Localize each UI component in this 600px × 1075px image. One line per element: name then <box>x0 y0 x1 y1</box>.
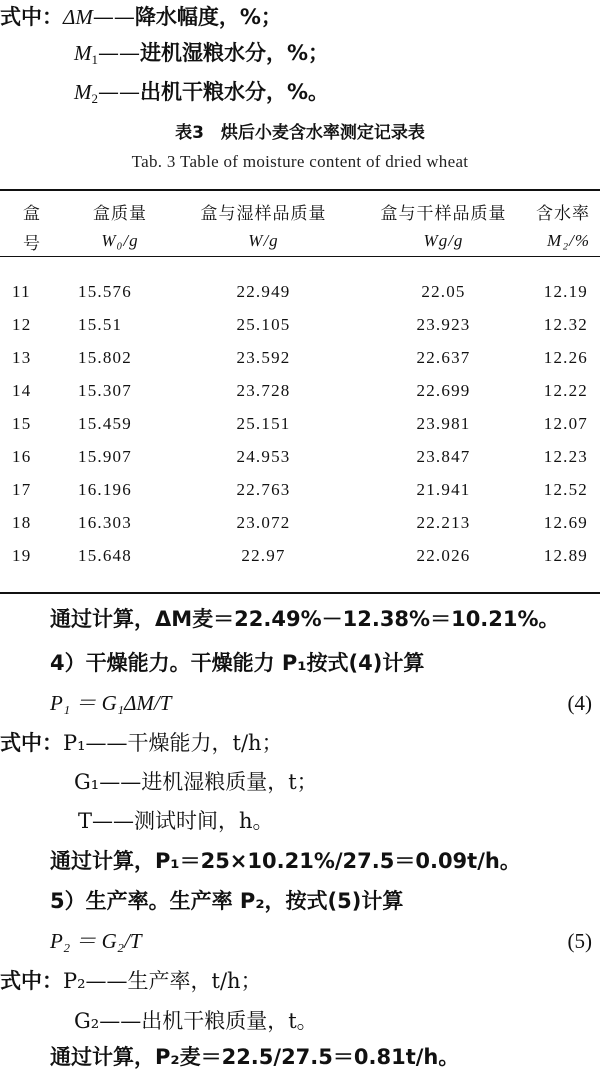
header-w-unit: W/g <box>248 231 279 250</box>
cell-wet-mass: 22.97 <box>241 545 286 565</box>
sec5-def1-line <box>0 966 262 996</box>
table-row <box>0 308 600 341</box>
table-row <box>0 539 600 572</box>
sec5-eqno: (5) <box>567 929 592 953</box>
table-row <box>0 275 600 308</box>
dm-symbol: ΔM <box>63 5 93 29</box>
sec4-formula: P₁ ＝ G₁ΔM/T <box>50 691 172 715</box>
sec4-lead: 式中： <box>0 731 63 755</box>
m2-sub: 2 <box>91 91 98 106</box>
sec4-calc: 通过计算，P₁＝25×10.21%/27.5＝0.09t/h。 <box>50 849 521 873</box>
def-m2-line <box>74 77 329 114</box>
cell-moisture: 12.26 <box>543 347 588 367</box>
dash: —— <box>98 80 140 104</box>
cell-moisture: 12.69 <box>543 512 588 532</box>
cell-moisture: 12.89 <box>543 545 588 565</box>
cell-wet-mass: 23.072 <box>236 512 291 532</box>
header-box-mass: 盒质量 <box>93 203 147 224</box>
cell-box-mass: 16.196 <box>78 479 132 499</box>
m1-desc: 进机湿粮水分，%； <box>140 41 330 65</box>
cell-wet-mass: 22.949 <box>236 281 291 301</box>
cell-box-no: 15 <box>12 413 32 433</box>
header-m2-unit: M₂/% <box>547 231 590 250</box>
cell-dry-mass: 22.699 <box>416 380 471 400</box>
sec5-formula: P₂ ＝ G₂/T <box>50 929 142 953</box>
cell-box-no: 17 <box>12 479 32 499</box>
cell-box-no: 12 <box>12 314 32 334</box>
cell-moisture: 12.52 <box>543 479 588 499</box>
sec4-def1-line <box>0 728 283 758</box>
sec5-def1: P₂——生产率，t/h； <box>63 969 262 993</box>
cell-wet-mass: 25.151 <box>236 413 291 433</box>
cell-box-mass: 16.303 <box>78 512 132 532</box>
cell-moisture: 12.22 <box>543 380 588 400</box>
cell-box-mass: 15.802 <box>78 347 132 367</box>
cell-wet-mass: 22.763 <box>236 479 291 499</box>
cell-dry-mass: 22.213 <box>416 512 471 532</box>
cell-box-mass: 15.459 <box>78 413 132 433</box>
table-top-rule <box>0 189 600 191</box>
sec5-calc: 通过计算，P₂麦＝22.5/27.5＝0.81t/h。 <box>50 1045 460 1069</box>
table-caption-en: Tab. 3 Table of moisture content of dried wheat <box>131 152 469 171</box>
m1-symbol: M <box>74 41 92 65</box>
cell-box-no: 18 <box>12 512 32 532</box>
m2-desc: 出机干粮水分，%。 <box>140 80 330 104</box>
m2-symbol: M <box>74 80 92 104</box>
cell-moisture: 12.32 <box>543 314 588 334</box>
sec4-heading: 4）干燥能力。干燥能力 P₁按式(4)计算 <box>50 651 425 675</box>
cell-box-no: 16 <box>12 446 32 466</box>
table-row <box>0 506 600 539</box>
cell-box-mass: 15.907 <box>78 446 132 466</box>
header-wg-unit: Wg/g <box>423 231 464 250</box>
cell-box-no: 11 <box>12 281 31 301</box>
dash: —— <box>98 41 140 65</box>
moisture-table <box>0 196 600 572</box>
header-wet-mass: 盒与湿样品质量 <box>200 203 327 224</box>
header-w0-unit: W₀/g <box>101 231 139 250</box>
cell-dry-mass: 22.026 <box>416 545 471 565</box>
dm-desc: 降水幅度，%； <box>134 5 282 29</box>
header-dry-mass: 盒与干样品质量 <box>380 203 507 224</box>
table-header-bottom <box>0 226 600 257</box>
table-row <box>0 473 600 506</box>
def-lead: 式中： <box>0 5 63 29</box>
cell-moisture: 12.19 <box>543 281 588 301</box>
header-box-no-2: 号 <box>23 233 41 254</box>
cell-dry-mass: 23.847 <box>416 446 471 466</box>
cell-box-mass: 15.307 <box>78 380 132 400</box>
sec4-def1: P₁——干燥能力，t/h； <box>63 731 283 755</box>
cell-box-mass: 15.51 <box>78 314 123 334</box>
cell-box-no: 19 <box>12 545 32 565</box>
table-bottom-rule <box>0 592 600 594</box>
sec5-lead: 式中： <box>0 969 63 993</box>
cell-dry-mass: 22.637 <box>416 347 471 367</box>
cell-box-mass: 15.576 <box>78 281 132 301</box>
cell-dry-mass: 23.923 <box>416 314 471 334</box>
table-caption-cn: 表3 烘后小麦含水率测定记录表 <box>175 123 425 143</box>
sec4-eqno: (4) <box>567 691 592 715</box>
cell-wet-mass: 24.953 <box>236 446 291 466</box>
table-row <box>0 407 600 440</box>
sec4-def3: T——测试时间，h。 <box>78 809 274 833</box>
def-dm-line <box>0 2 282 32</box>
header-box-no: 盒 <box>23 203 41 224</box>
cell-dry-mass: 22.05 <box>421 281 466 301</box>
cell-box-mass: 15.648 <box>78 545 132 565</box>
cell-dry-mass: 21.941 <box>416 479 471 499</box>
calc-delta-m: 通过计算，ΔM麦＝22.49%－12.38%＝10.21%。 <box>50 607 560 631</box>
sec4-def2: G₁——进机湿粮质量，t； <box>74 770 318 794</box>
cell-box-no: 14 <box>12 380 32 400</box>
sec5-def2: G₂——出机干粮质量，t。 <box>74 1009 318 1033</box>
cell-dry-mass: 23.981 <box>416 413 471 433</box>
table-row <box>0 341 600 374</box>
cell-box-no: 13 <box>12 347 32 367</box>
table-body <box>0 275 600 572</box>
cell-moisture: 12.07 <box>543 413 588 433</box>
table-row <box>0 374 600 407</box>
table-header-top <box>0 196 600 226</box>
cell-wet-mass: 25.105 <box>236 314 291 334</box>
sec5-heading: 5）生产率。生产率 P₂，按式(5)计算 <box>50 889 404 913</box>
cell-moisture: 12.23 <box>543 446 588 466</box>
header-moisture: 含水率 <box>536 203 590 224</box>
def-m1-line <box>74 38 329 75</box>
cell-wet-mass: 23.728 <box>236 380 291 400</box>
m1-sub: 1 <box>91 52 98 67</box>
cell-wet-mass: 23.592 <box>236 347 291 367</box>
dash: —— <box>92 5 135 29</box>
table-row <box>0 440 600 473</box>
